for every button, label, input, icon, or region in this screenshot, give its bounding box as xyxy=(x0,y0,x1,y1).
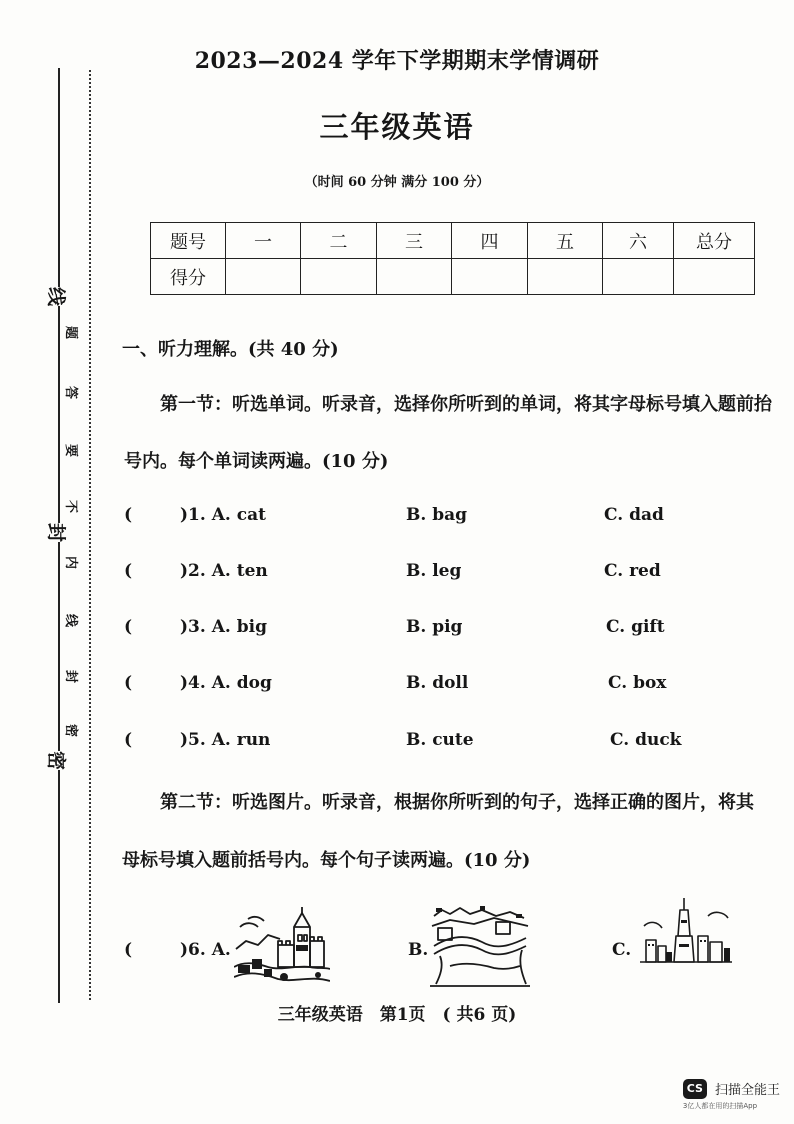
castle-picture xyxy=(234,905,330,987)
binding-char: 密 xyxy=(45,750,68,771)
score-cell[interactable] xyxy=(603,259,674,295)
question-option-c: C. box xyxy=(608,673,667,693)
question-option-a: )2. A. ten xyxy=(180,561,268,581)
score-row-label: 得分 xyxy=(151,259,226,295)
question-option-a: )3. A. big xyxy=(180,617,267,637)
score-table-score-row xyxy=(151,259,755,295)
score-cell[interactable] xyxy=(528,259,603,295)
subject-title: 三年级英语 xyxy=(319,110,475,144)
scanner-watermark xyxy=(683,1078,780,1111)
binding-char: 封 xyxy=(63,669,79,684)
binding-char: 封 xyxy=(45,522,68,543)
question-option-a: )6. A. xyxy=(180,940,231,960)
question-option-a: )5. A. run xyxy=(180,730,271,750)
question-option-b: B. doll xyxy=(406,673,469,693)
score-table-header-cell: 总分 xyxy=(674,223,755,259)
answer-bracket[interactable]: ( xyxy=(124,617,133,637)
part1-instruction-line2: 号内。每个单词读两遍。(10 分) xyxy=(124,451,389,472)
score-cell[interactable] xyxy=(226,259,301,295)
answer-bracket[interactable]: ( xyxy=(124,940,133,960)
binding-char: 要 xyxy=(63,443,79,458)
part1-instruction-line1: 第一节：听选单词。听录音，选择你所听到的单词，将其字母标号填入题前抬 xyxy=(160,394,772,415)
question-option-b: B. pig xyxy=(406,617,463,637)
score-table-header-cell: 二 xyxy=(301,223,377,259)
question-option-c: C. xyxy=(612,940,632,960)
answer-bracket[interactable]: ( xyxy=(124,505,133,525)
question-option-b: B. bag xyxy=(406,505,467,525)
answer-bracket[interactable]: ( xyxy=(124,673,133,693)
exam-info: （时间 60 分钟 满分 100 分） xyxy=(304,175,490,190)
binding-char: 线 xyxy=(63,613,79,628)
binding-char: 不 xyxy=(63,499,79,514)
binding-char: 答 xyxy=(63,385,79,400)
question-option-c: C. gift xyxy=(606,617,665,637)
section-heading: 一、听力理解。(共 40 分) xyxy=(122,339,339,360)
scanner-slogan: 3亿人都在用的扫描App xyxy=(682,1101,758,1110)
answer-bracket[interactable]: ( xyxy=(124,561,133,581)
question-option-a: )4. A. dog xyxy=(180,673,272,693)
score-cell[interactable] xyxy=(674,259,755,295)
question-option-c: C. dad xyxy=(604,505,664,525)
part2-instruction-line1: 第二节：听选图片。听录音，根据你所听到的句子，选择正确的图片，将其 xyxy=(160,792,754,813)
great-wall-picture xyxy=(430,906,530,988)
score-table-header-cell: 题号 xyxy=(151,223,226,259)
score-table-header-cell: 六 xyxy=(603,223,674,259)
question-option-b: B. leg xyxy=(406,561,462,581)
scanner-app-name: 扫描全能王 xyxy=(714,1083,780,1098)
part2-instruction-line2: 母标号填入题前括号内。每个句子读两遍。(10 分) xyxy=(122,850,531,871)
binding-char: 内 xyxy=(63,555,79,570)
question-option-a: )1. A. cat xyxy=(180,505,266,525)
exam-title: 2023—2024 学年下学期期末学情调研 xyxy=(194,48,600,74)
scanner-logo-icon: CS xyxy=(683,1079,707,1099)
binding-char: 题 xyxy=(63,325,79,340)
binding-char: 线 xyxy=(45,286,68,307)
question-option-c: C. duck xyxy=(610,730,682,750)
score-table-header-cell: 四 xyxy=(452,223,528,259)
city-skyline-picture xyxy=(640,896,732,972)
score-cell[interactable] xyxy=(301,259,377,295)
score-table-header-cell: 一 xyxy=(226,223,301,259)
question-option-c: C. red xyxy=(604,561,661,581)
score-table xyxy=(150,222,755,295)
binding-dotted-line xyxy=(89,70,91,1000)
answer-bracket[interactable]: ( xyxy=(124,730,133,750)
question-option-b: B. xyxy=(408,940,429,960)
score-cell[interactable] xyxy=(452,259,528,295)
score-table-header-cell: 三 xyxy=(377,223,452,259)
question-option-b: B. cute xyxy=(406,730,474,750)
score-cell[interactable] xyxy=(377,259,452,295)
score-table-header-row xyxy=(151,223,755,259)
binding-char: 密 xyxy=(63,723,79,738)
score-table-header-cell: 五 xyxy=(528,223,603,259)
page-footer: 三年级英语 第1页 ( 共6 页) xyxy=(277,1005,517,1025)
